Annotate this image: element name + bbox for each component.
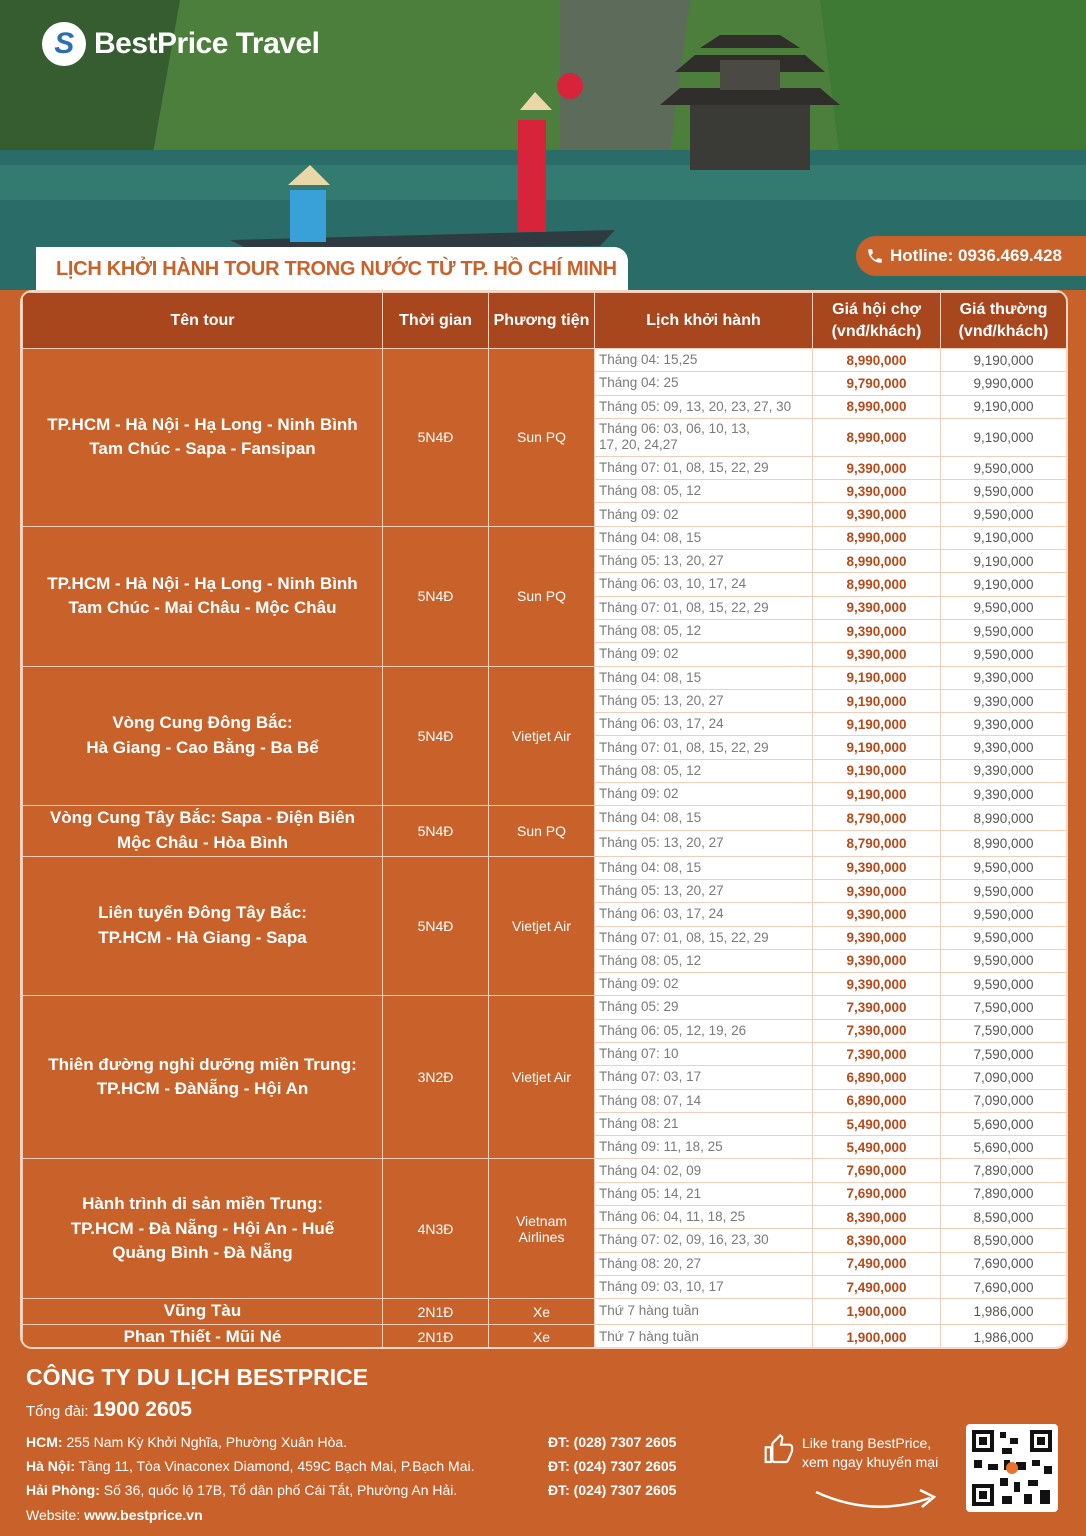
regular-price: 9,590,000 bbox=[941, 856, 1067, 879]
transport-line: Vietnam bbox=[515, 1212, 568, 1229]
curved-arrow-icon bbox=[812, 1478, 942, 1514]
office-label: Hà Nội: bbox=[26, 1458, 75, 1474]
schedule-line: Tháng 05: 13, 20, 27 bbox=[599, 882, 724, 898]
fair-price: 9,790,000 bbox=[813, 372, 941, 395]
schedule-line: Tháng 04: 15,25 bbox=[599, 352, 698, 368]
tour-name-line: Quảng Bình - Đà Nẵng bbox=[112, 1243, 293, 1263]
fair-price: 9,190,000 bbox=[813, 689, 941, 712]
tour-name bbox=[23, 526, 383, 666]
schedule-line: Tháng 09: 03, 10, 17 bbox=[599, 1279, 724, 1295]
office-hanoi bbox=[26, 1458, 475, 1474]
regular-price: 7,890,000 bbox=[941, 1159, 1067, 1182]
table-row bbox=[23, 1299, 1067, 1325]
website bbox=[26, 1507, 203, 1523]
fair-price: 7,690,000 bbox=[813, 1159, 941, 1182]
phone-hcm[interactable]: ĐT: (028) 7307 2605 bbox=[548, 1434, 677, 1450]
like-text-line: xem ngay khuyến mại bbox=[802, 1453, 939, 1470]
fair-price: 9,190,000 bbox=[813, 713, 941, 736]
regular-price: 8,590,000 bbox=[941, 1206, 1067, 1229]
tour-duration: 5N4Đ bbox=[383, 666, 489, 806]
regular-price: 9,190,000 bbox=[941, 418, 1067, 456]
schedule-line: Tháng 08: 05, 12 bbox=[599, 762, 702, 778]
departure-schedule bbox=[595, 418, 813, 456]
schedule-line: Tháng 09: 02 bbox=[599, 976, 679, 992]
fair-price: 9,190,000 bbox=[813, 783, 941, 806]
regular-price: 9,590,000 bbox=[941, 949, 1067, 972]
regular-price: 9,590,000 bbox=[941, 480, 1067, 503]
schedule-line: Tháng 07: 01, 08, 15, 22, 29 bbox=[599, 929, 769, 945]
fair-price: 9,190,000 bbox=[813, 759, 941, 782]
schedule-line: Thứ 7 hàng tuần bbox=[599, 1303, 699, 1319]
header-fair-price bbox=[813, 293, 941, 349]
tour-transport bbox=[489, 349, 595, 527]
fair-price: 9,390,000 bbox=[813, 619, 941, 642]
departure-schedule bbox=[595, 949, 813, 972]
departure-schedule bbox=[595, 1159, 813, 1182]
fair-price: 9,390,000 bbox=[813, 643, 941, 666]
tour-name-line: Phan Thiết - Mũi Né bbox=[123, 1326, 282, 1346]
thumbs-up-icon bbox=[762, 1434, 796, 1466]
tour-duration: 3N2Đ bbox=[383, 996, 489, 1159]
page-title: LỊCH KHỞI HÀNH TOUR TRONG NƯỚC TỪ TP. HỒ CHÍ MINH bbox=[36, 247, 628, 291]
departure-schedule bbox=[595, 480, 813, 503]
schedule-line: Tháng 09: 02 bbox=[599, 646, 679, 662]
tour-name-line: Tam Chúc - Mai Châu - Mộc Châu bbox=[68, 598, 337, 618]
departure-schedule bbox=[595, 1299, 813, 1325]
fair-price: 8,990,000 bbox=[813, 395, 941, 418]
fair-price: 5,490,000 bbox=[813, 1112, 941, 1135]
fair-price: 7,490,000 bbox=[813, 1252, 941, 1275]
header-regular-unit: (vnđ/khách) bbox=[958, 322, 1049, 340]
regular-price: 9,390,000 bbox=[941, 689, 1067, 712]
departure-schedule bbox=[595, 831, 813, 856]
regular-price: 9,590,000 bbox=[941, 926, 1067, 949]
fair-price: 9,390,000 bbox=[813, 879, 941, 902]
departure-schedule bbox=[595, 619, 813, 642]
tour-name-line: TP.HCM - Hà Giang - Sapa bbox=[98, 928, 307, 948]
schedule-line: Tháng 04: 08, 15 bbox=[599, 669, 702, 685]
phone-icon bbox=[866, 247, 884, 265]
office-address: Số 36, quốc lộ 17B, Tổ dân phố Cái Tắt, Phường An Hải. bbox=[103, 1482, 458, 1498]
tour-name-line: Tam Chúc - Sapa - Fansipan bbox=[89, 439, 316, 459]
schedule-line: Tháng 09: 11, 18, 25 bbox=[599, 1139, 723, 1155]
regular-price: 9,190,000 bbox=[941, 550, 1067, 573]
header-regular-label: Giá thường bbox=[959, 300, 1048, 318]
tour-transport bbox=[489, 806, 595, 856]
transport-line: Vietjet Air bbox=[512, 918, 571, 935]
fair-price: 1,900,000 bbox=[813, 1324, 941, 1349]
departure-schedule bbox=[595, 395, 813, 418]
transport-line: Sun PQ bbox=[516, 429, 567, 446]
departure-schedule bbox=[595, 372, 813, 395]
tour-duration: 5N4Đ bbox=[383, 349, 489, 527]
header-tour: Tên tour bbox=[23, 293, 383, 349]
schedule-line: Tháng 06: 03, 06, 10, 13, bbox=[599, 421, 750, 437]
tour-transport bbox=[489, 1159, 595, 1299]
regular-price: 5,690,000 bbox=[941, 1136, 1067, 1159]
office-address: Tầng 11, Tòa Vinaconex Diamond, 459C Bạch Mai, P.Bạch Mai. bbox=[78, 1458, 475, 1474]
switchboard-label: Tổng đài: bbox=[26, 1403, 89, 1420]
regular-price: 9,590,000 bbox=[941, 973, 1067, 996]
regular-price: 8,590,000 bbox=[941, 1229, 1067, 1252]
qr-code-pattern bbox=[966, 1424, 1058, 1512]
tour-name bbox=[23, 349, 383, 527]
tour-transport bbox=[489, 1324, 595, 1349]
logo-mark-icon: S bbox=[42, 22, 86, 66]
departure-schedule bbox=[595, 903, 813, 926]
tour-name-line: TP.HCM - Hà Nội - Hạ Long - Ninh Bình bbox=[47, 414, 358, 434]
transport-line: Vietjet Air bbox=[512, 1069, 571, 1086]
schedule-line: Tháng 05: 29 bbox=[599, 999, 679, 1015]
regular-price: 7,090,000 bbox=[941, 1066, 1067, 1089]
tour-name-line: Liên tuyến Đông Tây Bắc: bbox=[98, 903, 307, 923]
tour-name bbox=[23, 1159, 383, 1299]
schedule-line: Tháng 09: 02 bbox=[599, 506, 679, 522]
departure-schedule bbox=[595, 806, 813, 831]
tour-transport bbox=[489, 996, 595, 1159]
table-row bbox=[23, 996, 1067, 1019]
fair-price: 7,690,000 bbox=[813, 1182, 941, 1205]
departure-schedule bbox=[595, 1089, 813, 1112]
fair-price: 8,790,000 bbox=[813, 831, 941, 856]
fair-price: 9,390,000 bbox=[813, 903, 941, 926]
brand-logo[interactable] bbox=[42, 22, 319, 66]
departure-schedule bbox=[595, 1019, 813, 1042]
schedule-line: Tháng 08: 20, 27 bbox=[599, 1255, 702, 1271]
like-text-line: Like trang BestPrice, bbox=[802, 1435, 932, 1451]
schedule-line: Tháng 08: 07, 14 bbox=[599, 1092, 702, 1108]
regular-price: 7,690,000 bbox=[941, 1275, 1067, 1298]
schedule-line: Tháng 06: 04, 11, 18, 25 bbox=[599, 1209, 746, 1225]
tour-name-line: TP.HCM - ĐàNẵng - Hội An bbox=[96, 1079, 309, 1099]
tour-transport bbox=[489, 856, 595, 996]
tour-name bbox=[23, 856, 383, 996]
schedule-table-container bbox=[20, 290, 1068, 1349]
tour-name-line: TP.HCM - Đà Nẵng - Hội An - Huế bbox=[70, 1218, 335, 1238]
schedule-line: Tháng 07: 03, 17 bbox=[599, 1069, 702, 1085]
fair-price: 8,790,000 bbox=[813, 806, 941, 831]
regular-price: 9,390,000 bbox=[941, 783, 1067, 806]
header-transport: Phương tiện bbox=[489, 293, 595, 349]
tour-name bbox=[23, 1324, 383, 1349]
departure-schedule bbox=[595, 856, 813, 879]
schedule-line: Tháng 07: 10 bbox=[599, 1046, 679, 1062]
departure-schedule bbox=[595, 1066, 813, 1089]
office-hcm bbox=[26, 1434, 347, 1450]
departure-schedule bbox=[595, 1275, 813, 1298]
regular-price: 8,990,000 bbox=[941, 831, 1067, 856]
departure-schedule bbox=[595, 1206, 813, 1229]
tour-name-line: Hà Giang - Cao Bằng - Ba Bể bbox=[86, 737, 319, 757]
transport-line: Vietjet Air bbox=[512, 727, 571, 744]
departure-schedule bbox=[595, 550, 813, 573]
brand-name: BestPrice Travel bbox=[94, 27, 320, 60]
regular-price: 1,986,000 bbox=[941, 1299, 1067, 1325]
tour-duration: 2N1Đ bbox=[383, 1299, 489, 1325]
fair-price: 6,890,000 bbox=[813, 1089, 941, 1112]
tour-duration: 2N1Đ bbox=[383, 1324, 489, 1349]
table-row bbox=[23, 666, 1067, 689]
regular-price: 9,590,000 bbox=[941, 619, 1067, 642]
tour-name-line: Vòng Cung Tây Bắc: Sapa - Điện Biên bbox=[49, 808, 356, 828]
regular-price: 7,590,000 bbox=[941, 1043, 1067, 1066]
office-address: 255 Nam Kỳ Khởi Nghĩa, Phường Xuân Hòa. bbox=[66, 1434, 348, 1450]
regular-price: 8,990,000 bbox=[941, 806, 1067, 831]
departure-schedule bbox=[595, 456, 813, 479]
header-duration: Thời gian bbox=[383, 293, 489, 349]
fair-price: 8,990,000 bbox=[813, 349, 941, 372]
tour-transport bbox=[489, 1299, 595, 1325]
transport-line: Xe bbox=[532, 1329, 551, 1346]
table-row bbox=[23, 806, 1067, 831]
regular-price: 1,986,000 bbox=[941, 1324, 1067, 1349]
departure-schedule bbox=[595, 736, 813, 759]
schedule-line: Tháng 07: 01, 08, 15, 22, 29 bbox=[599, 739, 769, 755]
departure-schedule bbox=[595, 1112, 813, 1135]
tour-name bbox=[23, 666, 383, 806]
fair-price: 7,390,000 bbox=[813, 1043, 941, 1066]
schedule-line: Tháng 06: 03, 17, 24 bbox=[599, 716, 724, 732]
tour-duration: 5N4Đ bbox=[383, 806, 489, 856]
regular-price: 9,590,000 bbox=[941, 879, 1067, 902]
regular-price: 9,190,000 bbox=[941, 526, 1067, 549]
departure-schedule bbox=[595, 879, 813, 902]
departure-schedule bbox=[595, 713, 813, 736]
tour-transport bbox=[489, 526, 595, 666]
table-row bbox=[23, 1324, 1067, 1349]
departure-schedule bbox=[595, 1043, 813, 1066]
schedule-line: Tháng 05: 09, 13, 20, 23, 27, 30 bbox=[599, 398, 792, 414]
schedule-line: Tháng 06: 05, 12, 19, 26 bbox=[599, 1022, 747, 1038]
table-row bbox=[23, 1159, 1067, 1182]
schedule-table bbox=[22, 292, 1067, 1349]
departure-schedule bbox=[595, 666, 813, 689]
departure-schedule bbox=[595, 643, 813, 666]
tour-duration: 5N4Đ bbox=[383, 856, 489, 996]
schedule-line: Tháng 08: 05, 12 bbox=[599, 952, 702, 968]
transport-line: Sun PQ bbox=[516, 822, 567, 839]
phone-hanoi[interactable]: ĐT: (024) 7307 2605 bbox=[548, 1458, 677, 1474]
fair-price: 9,390,000 bbox=[813, 949, 941, 972]
regular-price: 9,190,000 bbox=[941, 395, 1067, 418]
table-row bbox=[23, 526, 1067, 549]
fair-price: 8,390,000 bbox=[813, 1206, 941, 1229]
fair-price: 8,990,000 bbox=[813, 550, 941, 573]
fair-price: 5,490,000 bbox=[813, 1136, 941, 1159]
departure-schedule bbox=[595, 926, 813, 949]
schedule-line: Tháng 08: 05, 12 bbox=[599, 483, 702, 499]
like-text bbox=[802, 1434, 938, 1472]
hotline-text: Hotline: 0936.469.428 bbox=[890, 246, 1062, 265]
schedule-line: Tháng 05: 13, 20, 27 bbox=[599, 835, 724, 851]
schedule-line: Tháng 07: 01, 08, 15, 22, 29 bbox=[599, 599, 769, 615]
tour-name-line: Thiên đường nghỉ dưỡng miền Trung: bbox=[48, 1054, 357, 1074]
regular-price: 9,390,000 bbox=[941, 713, 1067, 736]
header-regular-price bbox=[941, 293, 1067, 349]
office-haiphong bbox=[26, 1482, 457, 1498]
fair-price: 6,890,000 bbox=[813, 1066, 941, 1089]
fair-price: 9,390,000 bbox=[813, 503, 941, 526]
schedule-line: 17, 20, 24,27 bbox=[599, 437, 678, 453]
departure-schedule bbox=[595, 573, 813, 596]
regular-price: 7,890,000 bbox=[941, 1182, 1067, 1205]
fair-price: 9,390,000 bbox=[813, 926, 941, 949]
regular-price: 7,590,000 bbox=[941, 1019, 1067, 1042]
regular-price: 5,690,000 bbox=[941, 1112, 1067, 1135]
tour-name-line: Mộc Châu - Hòa Bình bbox=[117, 832, 288, 852]
fair-price: 7,390,000 bbox=[813, 996, 941, 1019]
fair-price: 9,390,000 bbox=[813, 856, 941, 879]
fair-price: 7,390,000 bbox=[813, 1019, 941, 1042]
departure-schedule bbox=[595, 973, 813, 996]
tour-duration: 4N3Đ bbox=[383, 1159, 489, 1299]
header-fair-label: Giá hội chợ bbox=[832, 300, 921, 318]
tour-duration: 5N4Đ bbox=[383, 526, 489, 666]
company-name: CÔNG TY DU LỊCH BESTPRICE bbox=[26, 1364, 369, 1390]
regular-price: 9,190,000 bbox=[941, 349, 1067, 372]
departure-schedule bbox=[595, 1252, 813, 1275]
departure-schedule bbox=[595, 689, 813, 712]
departure-schedule bbox=[595, 1182, 813, 1205]
phone-haiphong[interactable]: ĐT: (024) 7307 2605 bbox=[548, 1482, 677, 1498]
schedule-line: Tháng 04: 08, 15 bbox=[599, 859, 702, 875]
departure-schedule bbox=[595, 526, 813, 549]
fair-price: 8,990,000 bbox=[813, 526, 941, 549]
tour-name-line: Vòng Cung Đông Bắc: bbox=[112, 713, 293, 733]
schedule-line: Thứ 7 hàng tuần bbox=[599, 1329, 699, 1345]
switchboard bbox=[26, 1398, 192, 1422]
tour-name-line: Hành trình di sản miền Trung: bbox=[82, 1193, 323, 1213]
fair-price: 1,900,000 bbox=[813, 1299, 941, 1325]
fair-price: 9,190,000 bbox=[813, 736, 941, 759]
table-row bbox=[23, 349, 1067, 372]
website-label: Website: bbox=[26, 1507, 81, 1523]
tour-name-line: Vũng Tàu bbox=[163, 1301, 242, 1321]
schedule-line: Tháng 04: 08, 15 bbox=[599, 529, 702, 545]
transport-line: Airlines bbox=[518, 1228, 565, 1245]
departure-schedule bbox=[595, 996, 813, 1019]
departure-schedule bbox=[595, 503, 813, 526]
schedule-line: Tháng 07: 02, 09, 16, 23, 30 bbox=[599, 1232, 769, 1248]
hotline-badge[interactable] bbox=[856, 236, 1086, 276]
transport-line: Sun PQ bbox=[516, 588, 567, 605]
header-fair-unit: (vnđ/khách) bbox=[831, 322, 922, 340]
regular-price: 7,690,000 bbox=[941, 1252, 1067, 1275]
regular-price: 9,390,000 bbox=[941, 736, 1067, 759]
table-header-row bbox=[23, 293, 1067, 349]
regular-price: 9,990,000 bbox=[941, 372, 1067, 395]
departure-schedule bbox=[595, 1136, 813, 1159]
header-schedule: Lịch khởi hành bbox=[595, 293, 813, 349]
fair-price: 9,390,000 bbox=[813, 973, 941, 996]
fair-price: 9,190,000 bbox=[813, 666, 941, 689]
fair-price: 9,390,000 bbox=[813, 596, 941, 619]
schedule-line: Tháng 05: 14, 21 bbox=[599, 1185, 702, 1201]
regular-price: 7,590,000 bbox=[941, 996, 1067, 1019]
schedule-line: Tháng 06: 03, 17, 24 bbox=[599, 906, 724, 922]
fair-price: 8,990,000 bbox=[813, 573, 941, 596]
website-link[interactable]: www.bestprice.vn bbox=[84, 1507, 203, 1523]
tour-name-line: TP.HCM - Hà Nội - Hạ Long - Ninh Bình bbox=[47, 573, 358, 593]
departure-schedule bbox=[595, 1324, 813, 1349]
regular-price: 9,590,000 bbox=[941, 456, 1067, 479]
schedule-line: Tháng 05: 13, 20, 27 bbox=[599, 553, 724, 569]
schedule-line: Tháng 05: 13, 20, 27 bbox=[599, 692, 724, 708]
regular-price: 9,390,000 bbox=[941, 666, 1067, 689]
transport-line: Xe bbox=[532, 1303, 551, 1320]
regular-price: 7,090,000 bbox=[941, 1089, 1067, 1112]
fair-price: 7,490,000 bbox=[813, 1275, 941, 1298]
schedule-line: Tháng 07: 01, 08, 15, 22, 29 bbox=[599, 459, 769, 475]
departure-schedule bbox=[595, 759, 813, 782]
regular-price: 9,190,000 bbox=[941, 573, 1067, 596]
table-body bbox=[23, 349, 1067, 1350]
regular-price: 9,590,000 bbox=[941, 643, 1067, 666]
like-fanpage[interactable] bbox=[762, 1434, 938, 1472]
schedule-line: Tháng 09: 02 bbox=[599, 786, 679, 802]
schedule-line: Tháng 06: 03, 10, 17, 24 bbox=[599, 576, 747, 592]
departure-schedule bbox=[595, 783, 813, 806]
fair-price: 9,390,000 bbox=[813, 480, 941, 503]
schedule-line: Tháng 08: 21 bbox=[599, 1115, 679, 1131]
schedule-line: Tháng 08: 05, 12 bbox=[599, 623, 702, 639]
office-label: HCM: bbox=[26, 1434, 63, 1450]
regular-price: 9,590,000 bbox=[941, 596, 1067, 619]
footer bbox=[0, 1352, 1086, 1536]
tour-name bbox=[23, 996, 383, 1159]
switchboard-number[interactable]: 1900 2605 bbox=[92, 1398, 192, 1421]
qr-code-icon[interactable] bbox=[966, 1424, 1058, 1512]
departure-schedule bbox=[595, 596, 813, 619]
fair-price: 8,390,000 bbox=[813, 1229, 941, 1252]
tour-name bbox=[23, 806, 383, 856]
departure-schedule bbox=[595, 349, 813, 372]
schedule-line: Tháng 04: 08, 15 bbox=[599, 810, 702, 826]
tour-transport bbox=[489, 666, 595, 806]
departure-schedule bbox=[595, 1229, 813, 1252]
regular-price: 9,590,000 bbox=[941, 503, 1067, 526]
tour-name bbox=[23, 1299, 383, 1325]
fair-price: 8,990,000 bbox=[813, 418, 941, 456]
schedule-line: Tháng 04: 25 bbox=[599, 375, 679, 391]
regular-price: 9,590,000 bbox=[941, 903, 1067, 926]
table-row bbox=[23, 856, 1067, 879]
schedule-line: Tháng 04: 02, 09 bbox=[599, 1162, 702, 1178]
office-label: Hải Phòng: bbox=[26, 1482, 100, 1498]
fair-price: 9,390,000 bbox=[813, 456, 941, 479]
regular-price: 9,390,000 bbox=[941, 759, 1067, 782]
